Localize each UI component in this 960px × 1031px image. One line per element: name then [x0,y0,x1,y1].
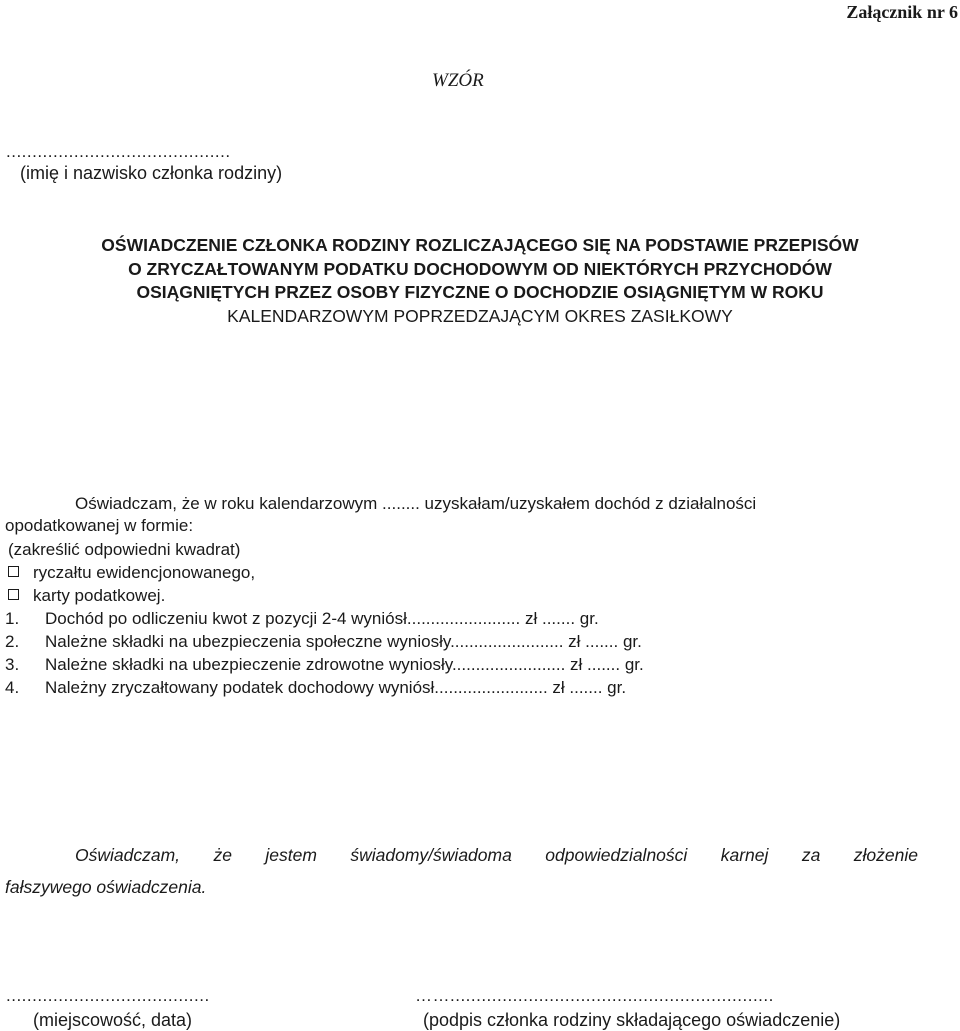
document-title [0,234,960,328]
annex-number: Załącznik nr 6 [846,2,958,22]
list-item [5,655,644,675]
signature-fill-line: …….............................................................. [415,986,774,1005]
statement-word: że [213,845,232,865]
title-line: O ZRYCZAŁTOWANYM PODATKU DOCHODOWYM OD NIEKTÓRYCH PRZYCHODÓW [128,258,832,279]
item-text: Należne składki na ubezpieczenie zdrowotne wyniosły........................ zł ....... gr. [45,655,644,674]
list-item [5,678,626,698]
template-label: WZÓR [432,70,484,91]
item-text: Dochód po odliczeniu kwot z pozycji 2-4 wyniósł........................ zł ....... gr. [45,609,599,628]
statement-word: jestem [265,845,317,865]
place-date-fill-line: ....................................... [6,986,210,1005]
statement-word: odpowiedzialności [545,845,688,865]
declaration-text: Oświadczam, że w roku kalendarzowym ........ uzyskałam/uzyskałem dochód z działalności [75,494,757,513]
responsibility-statement [75,845,918,866]
statement-word: za [801,845,821,865]
option-label: karty podatkowej. [33,586,166,605]
selection-hint: (zakreślić odpowiedni kwadrat) [8,540,241,559]
list-item [5,632,642,652]
checkbox-square[interactable] [8,566,19,577]
item-number: 3. [5,655,20,674]
responsibility-statement-end: fałszywego oświadczenia. [5,877,207,897]
item-number: 2. [5,632,20,651]
item-number: 4. [5,678,20,697]
title-line: OSIĄGNIĘTYCH PRZEZ OSOBY FIZYCZNE O DOCHODZIE OSIĄGNIĘTYM W ROKU [136,282,824,302]
signature-label: (podpis członka rodziny składającego oświadczenie) [423,1010,841,1030]
item-text: Należny zryczałtowany podatek dochodowy wyniósł........................ zł ....... gr. [45,678,627,697]
statement-word: karnej [720,845,769,865]
option-label: ryczałtu ewidencjonowanego, [33,563,256,582]
statement-word: złożenie [853,845,918,865]
title-line: KALENDARZOWYM POPRZEDZAJĄCYM OKRES ZASIŁKOWY [227,305,733,326]
name-field-label: (imię i nazwisko członka rodziny) [20,163,283,183]
statement-word: Oświadczam, [75,845,181,865]
declaration-text: opodatkowanej w formie: [5,516,194,535]
statement-word: świadomy/świadoma [350,845,512,865]
option-lump-sum [8,563,255,583]
title-line: OŚWIADCZENIE CZŁONKA RODZINY ROZLICZAJĄCEGO SIĘ NA PODSTAWIE PRZEPISÓW [101,235,859,255]
name-fill-line: ........................................... [6,142,231,161]
item-number: 1. [5,609,20,628]
place-date-label: (miejscowość, data) [33,1010,193,1030]
option-tax-card [8,586,165,606]
item-text: Należne składki na ubezpieczenia społeczne wyniosły........................ zł ....... gr. [45,632,642,651]
list-item [5,609,599,629]
checkbox-square[interactable] [8,589,19,600]
